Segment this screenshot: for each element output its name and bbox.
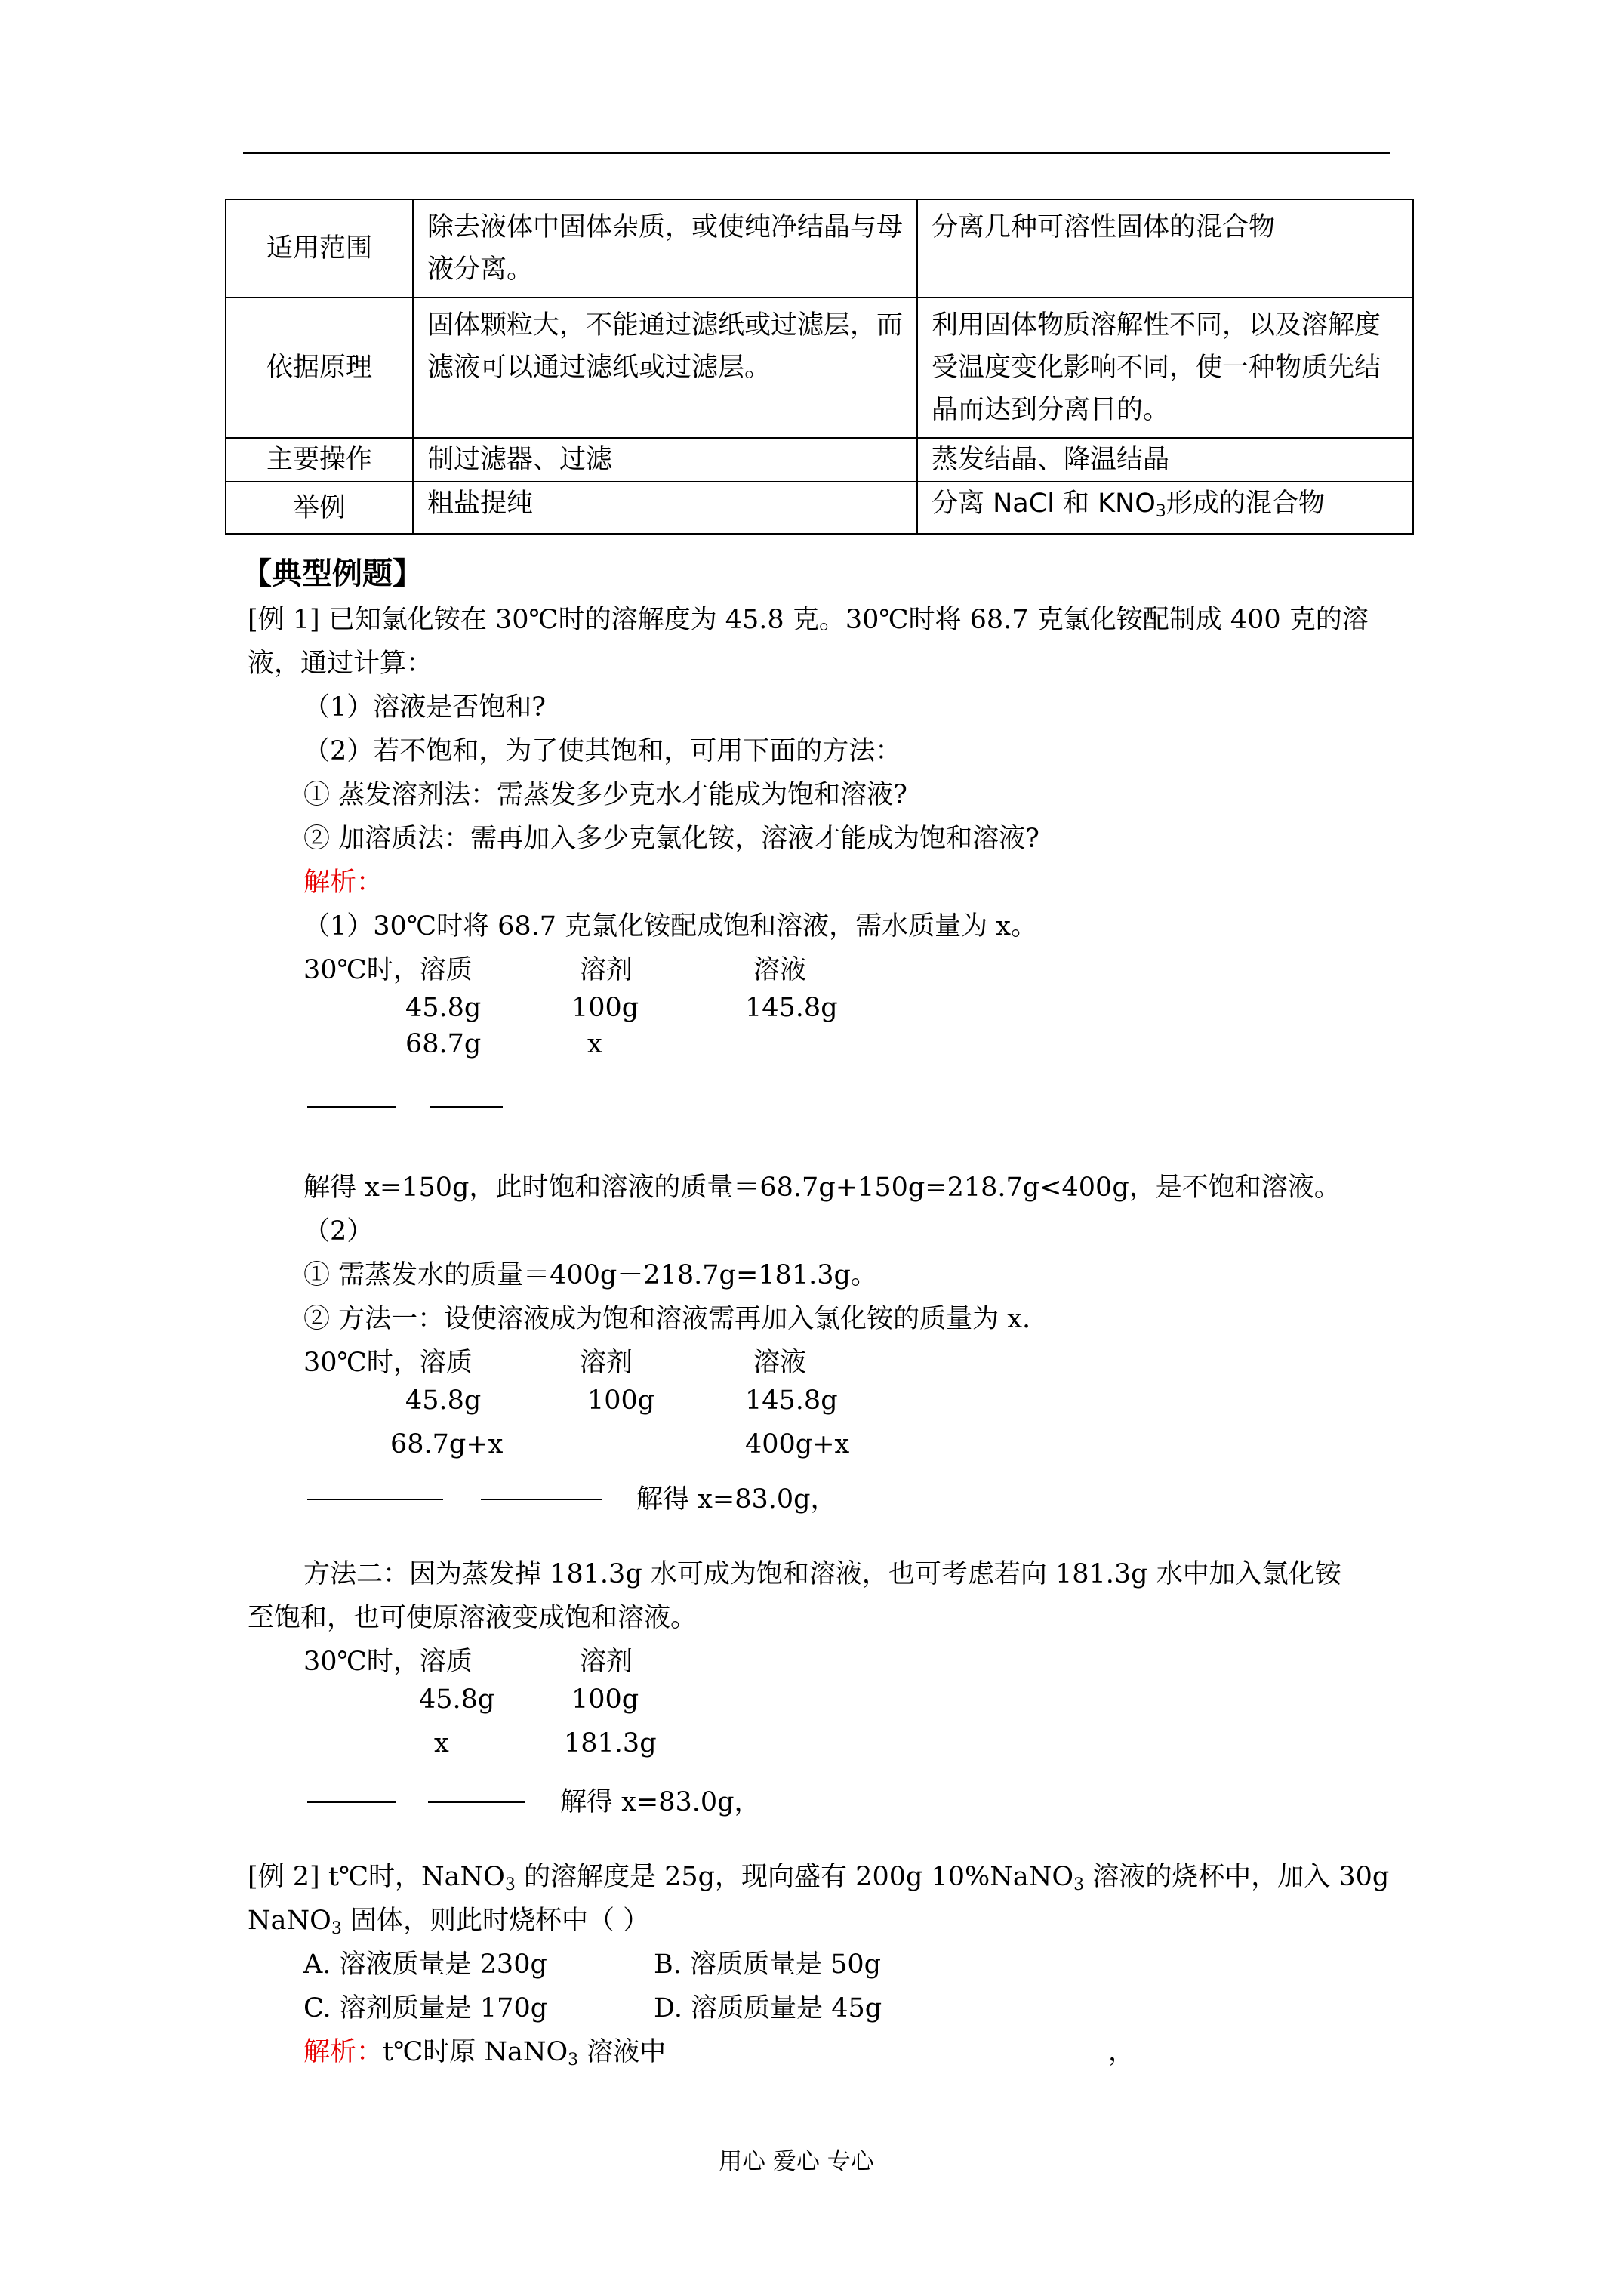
cell: 利用固体物质溶解性不同，以及溶解度受温度变化影响不同，使一种物质先结晶而达到分离目的。 (917, 297, 1413, 438)
ex2-option-d: D. 溶质质量是 45g (654, 1993, 882, 2023)
section-title: 【典型例题】 (242, 556, 423, 591)
ex1-analysis-2: 解得 x=150g，此时饱和溶液的质量＝68.7g+150g=218.7g<400g，是不饱和溶液。 (303, 1173, 1341, 1203)
row-label: 举例 (226, 482, 413, 534)
t2-r1-solute: 45.8g (405, 1385, 482, 1416)
ex2-question-line2: NaNO$_3$ 固体，则此时烧杯中（ ） (248, 1906, 650, 1938)
ex1-analysis-1: （1）30℃时将 68.7 克氯化铵配成饱和溶液，需水质量为 x。 (303, 911, 1038, 942)
ex1-sub4: ② 加溶质法：需再加入多少克氯化铵，溶液才能成为饱和溶液? (303, 824, 1039, 854)
table-row (226, 297, 1413, 438)
t2-r2-solution: 400g+x (745, 1429, 850, 1459)
ex2-option-b: B. 溶质质量是 50g (654, 1949, 882, 1980)
t3-r1-solvent: 100g (571, 1684, 639, 1715)
ex1-analysis-label: 解析： (303, 868, 383, 898)
t3-header-solute: 30℃时，溶质 (303, 1647, 473, 1677)
t1-header-solvent: 溶剂 (580, 955, 633, 985)
t3-r1-solute: 45.8g (419, 1684, 495, 1715)
ex1-analysis-5: ② 方法一：设使溶液成为饱和溶液需再加入氯化铵的质量为 x. (303, 1304, 1031, 1334)
page-footer: 用心 爱心 专心 (719, 2148, 874, 2175)
cell: 蒸发结晶、降温结晶 (917, 438, 1413, 482)
ex2-option-c: C. 溶剂质量是 170g (303, 1993, 548, 2023)
comparison-table (225, 199, 1414, 535)
t1-r1-solvent: 100g (571, 993, 639, 1023)
table-row (226, 438, 1413, 482)
ex1-sub1: （1）溶液是否饱和? (303, 692, 547, 723)
ex2-question-line1: [例 2] t℃时，NaNO$_3$ 的溶解度是 25g，现向盛有 200g 10%NaNO$_3$ 溶液的烧杯中，加入 30g (248, 1862, 1390, 1894)
t1-header-solution: 溶液 (753, 955, 807, 985)
fraction-line (307, 1801, 396, 1803)
ex1-question-line1: [例 1] 已知氯化铵在 30℃时的溶解度为 45.8 克。30℃时将 68.7 克氯化铵配制成 400 克的溶 (248, 605, 1369, 635)
t2-result: 解得 x=83.0g， (636, 1484, 837, 1515)
table-row (226, 482, 1413, 534)
ex2-analysis: 解析：t℃时原 NaNO$_3$ 溶液中 (303, 2037, 667, 2069)
ex2-option-a: A. 溶液质量是 230g (303, 1949, 547, 1980)
t2-r1-solvent: 100g (587, 1385, 655, 1416)
header-rule (243, 152, 1390, 154)
cell: 粗盐提纯 (413, 482, 917, 534)
ex1-analysis-3: （2） (303, 1216, 374, 1247)
t2-r1-solution: 145.8g (745, 1385, 838, 1416)
t3-header-solvent: 溶剂 (580, 1647, 633, 1677)
cell: 固体颗粒大，不能通过滤纸或过滤层，而滤液可以通过滤纸或过滤层。 (413, 297, 917, 438)
row-label: 依据原理 (226, 297, 413, 438)
method2-line1: 方法二：因为蒸发掉 181.3g 水可成为饱和溶液，也可考虑若向 181.3g 水中加入氯化铵 (303, 1559, 1341, 1589)
fraction-line (428, 1801, 525, 1803)
method2-line2: 至饱和，也可使原溶液变成饱和溶液。 (248, 1603, 698, 1633)
ex1-analysis-4: ① 需蒸发水的质量＝400g－218.7g=181.3g。 (303, 1260, 877, 1290)
t3-r2-solvent: 181.3g (564, 1728, 657, 1758)
row-label: 适用范围 (226, 199, 413, 297)
fraction-line (481, 1499, 602, 1500)
fraction-line (430, 1106, 503, 1108)
ex1-question-line2: 液，通过计算： (248, 649, 433, 679)
cell: 制过滤器、过滤 (413, 438, 917, 482)
t3-r2-solute: x (434, 1728, 449, 1758)
fraction-line (307, 1499, 443, 1500)
fraction-line (307, 1106, 396, 1108)
table-row (226, 199, 1413, 297)
ex1-sub3: ① 蒸发溶剂法：需蒸发多少克水才能成为饱和溶液? (303, 780, 907, 810)
t2-r2-solute: 68.7g+x (390, 1429, 504, 1459)
cell: 分离几种可溶性固体的混合物 (917, 199, 1413, 297)
cell: 分离 NaCl 和 $KNO_3$形成的混合物 (917, 482, 1413, 534)
t3-result: 解得 x=83.0g， (560, 1787, 761, 1817)
row-label: 主要操作 (226, 438, 413, 482)
t1-r1-solute: 45.8g (405, 993, 482, 1023)
t2-header-solvent: 溶剂 (580, 1348, 633, 1378)
t2-header-solute: 30℃时，溶质 (303, 1348, 473, 1378)
t1-header-solute: 30℃时，溶质 (303, 955, 473, 985)
t1-r1-solution: 145.8g (745, 993, 838, 1023)
t2-header-solution: 溶液 (753, 1348, 807, 1378)
t1-r2-solute: 68.7g (405, 1029, 482, 1059)
t1-r2-solvent: x (587, 1029, 602, 1059)
ex1-sub2: （2）若不饱和，为了使其饱和，可用下面的方法： (303, 736, 902, 766)
cell: 除去液体中固体杂质，或使纯净结晶与母液分离。 (413, 199, 917, 297)
ex2-analysis-comma: ， (1108, 2037, 1135, 2067)
